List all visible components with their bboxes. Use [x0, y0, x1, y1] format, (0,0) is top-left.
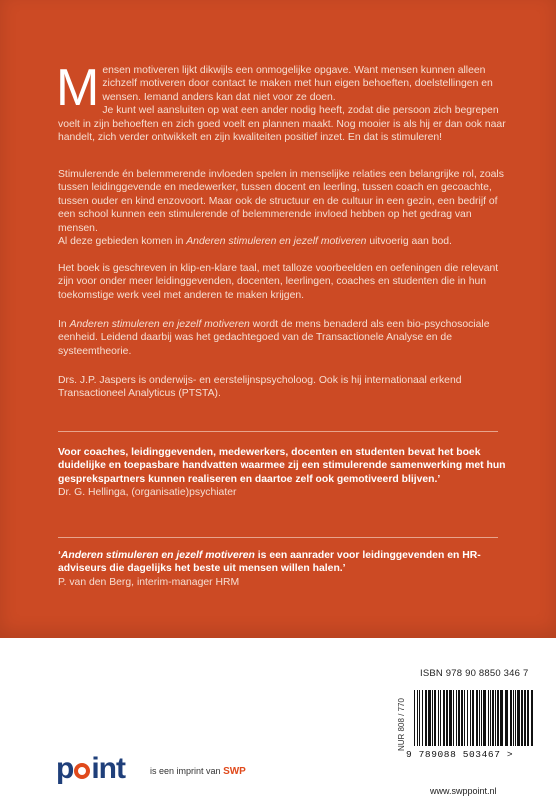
author-bio-text: Drs. J.P. Jaspers is onderwijs- en eerstelijnspsycholoog. Ook is hij internationaal erkend Transactioneel Analyticus (PTSTA).: [58, 375, 462, 400]
quote-2-attribution: P. van den Berg, interim-manager HRM: [58, 576, 240, 588]
barcode-bar: [440, 690, 441, 746]
influences-summary: [58, 235, 512, 248]
point-logo: [56, 754, 125, 784]
summary-pre: Al deze gebieden komen in: [58, 236, 187, 248]
barcode-bar: [470, 690, 471, 746]
quote-1-attribution: Dr. G. Hellinga, (organisatie)psychiater: [58, 487, 237, 499]
influences-text: Stimulerende én belemmerende invloeden spelen in menselijke relaties een belangrijke rol, zoals tussen leidinggevende en medewerker, tussen docent en leerling, tussen coach en gecoachte, tussen ouder en kind enzovoort. Maar ook de structuur en de cultuur in een gezin, een bedrijf of een school kunnen een stimulerende of belemmerende invloed hebben op het gedrag van mensen.: [58, 169, 504, 234]
book-title-inline: Anderen stimuleren en jezelf motiveren: [69, 319, 250, 330]
barcode-bar: [490, 690, 491, 746]
divider-line: [58, 431, 498, 432]
dropcap-letter: M: [56, 59, 100, 117]
barcode-arrow: >: [506, 749, 514, 760]
approach-pre: In: [58, 319, 70, 330]
barcode-number: 9 789088 503467: [406, 749, 501, 760]
barcode-bar: [492, 690, 494, 746]
isbn-number: ISBN 978 90 8850 346 7: [420, 668, 529, 679]
barcode-bar: [472, 690, 474, 746]
barcode-bar: [521, 690, 523, 746]
barcode-bar: [417, 690, 418, 746]
barcode-bar: [434, 690, 436, 746]
barcode-bar: [461, 690, 463, 746]
approach-text: [58, 318, 512, 358]
quote-open-mark: ‘: [58, 550, 61, 561]
bottom-strip: [0, 638, 556, 800]
imprint-text: is een imprint van: [150, 766, 221, 776]
website-url: www.swppoint.nl: [430, 786, 497, 796]
intro-paragraph: [56, 59, 512, 117]
intro-block: [56, 59, 512, 144]
barcode-bar: [428, 690, 431, 746]
barcode-bar: [443, 690, 445, 746]
barcode-bar: [446, 690, 448, 746]
barcode-bar: [419, 690, 420, 746]
barcode-bar: [513, 690, 514, 746]
barcode-bar: [515, 690, 516, 746]
imprint-line: [150, 766, 246, 777]
quote-2-text: is een aanrader voor leidinggevenden en HR-adviseurs die dagelijks het beste uit mensen willen halen.’: [58, 550, 481, 575]
barcode-bar: [510, 690, 512, 746]
barcode-bar: [488, 690, 489, 746]
barcode-bar: [517, 690, 520, 746]
barcode-bar: [464, 690, 465, 746]
barcode-bar: [481, 690, 482, 746]
approach-post: wordt de mens benaderd als een bio-psychosociale eenheid. Leidend daarbij was het gedachtegoed van de Transactionele Analyse en de systeemtheorie.: [58, 319, 490, 357]
quote-2-body: [58, 549, 512, 576]
nur-code: NUR 808 / 770: [397, 698, 406, 751]
barcode-bar: [414, 690, 415, 746]
quote-1-body: Voor coaches, leidinggevenden, medewerkers, docenten en studenten bevat het boek duidelijke en toepasbare handvatten waarmee zij een stimulerende samenwerking met hun gesprekspartners kunnen realiseren en daartoe zelf ook gemotiveerd blijven.’: [58, 447, 506, 485]
barcode-bar: [527, 690, 529, 746]
paragraph-style: [58, 262, 512, 302]
barcode-bar: [467, 690, 468, 746]
summary-post: uitvoerig aan bod.: [366, 236, 452, 248]
logo-letters-int: int: [91, 752, 125, 785]
book-title-inline: Anderen stimuleren en jezelf motiveren: [60, 550, 255, 561]
quote-2: [58, 549, 512, 589]
barcode-icon: [412, 690, 535, 746]
barcode-bar: [438, 690, 439, 746]
barcode-bar: [476, 690, 478, 746]
book-title-inline: Anderen stimuleren en jezelf motiveren: [186, 236, 367, 248]
barcode-bar: [479, 690, 480, 746]
barcode-bar: [458, 690, 460, 746]
author-bio: [58, 374, 512, 401]
logo-o-ring-icon: [74, 763, 90, 779]
barcode-digits: [406, 749, 513, 760]
paragraph-approach: [58, 318, 512, 358]
barcode-bar: [483, 690, 486, 746]
barcode-bar: [531, 690, 533, 746]
barcode-bar: [505, 690, 508, 746]
barcode-bar: [425, 690, 427, 746]
divider-line: [58, 537, 498, 538]
barcode-bar: [524, 690, 526, 746]
barcode-bar: [500, 690, 503, 746]
style-text: Het boek is geschreven in klip-en-klare taal, met talloze voorbeelden en oefeningen die relevant zijn voor onder meer leidinggevenden, docenten, leerlingen, coaches en studenten die in hun toekomstige werk veel met anderen te maken krijgen.: [58, 263, 499, 301]
barcode-bar: [453, 690, 454, 746]
paragraph-influences: [58, 168, 512, 248]
barcode-bar: [495, 690, 496, 746]
logo-letter-p: p: [56, 752, 74, 785]
barcode-bar: [422, 690, 423, 746]
barcode-bar: [449, 690, 452, 746]
barcode-bar: [497, 690, 499, 746]
quote-1: [58, 446, 512, 500]
barcode-bar: [432, 690, 433, 746]
intro-text: ensen motiveren lijkt dikwijls een onmogelijke opgave. Want mensen kunnen alleen zichzelf motiveren door contact te maken met hun eigen behoeften, doelstellingen en wensen. Iemand anders kan dat niet voor ze doen.: [102, 65, 493, 103]
intro-paragraph-2: Je kunt wel aansluiten op wat een ander nodig heeft, zodat die persoon zich begrepen voelt in zijn behoeften en zich goed voelt en plannen maakt. Nog mooier is als hij er dan ook naar handelt, zich verder ontwikkelt en zijn kwaliteiten positief inzet. En dat is stimuleren!: [58, 105, 506, 144]
barcode-bar: [456, 690, 457, 746]
swp-brand: SWP: [223, 766, 246, 777]
